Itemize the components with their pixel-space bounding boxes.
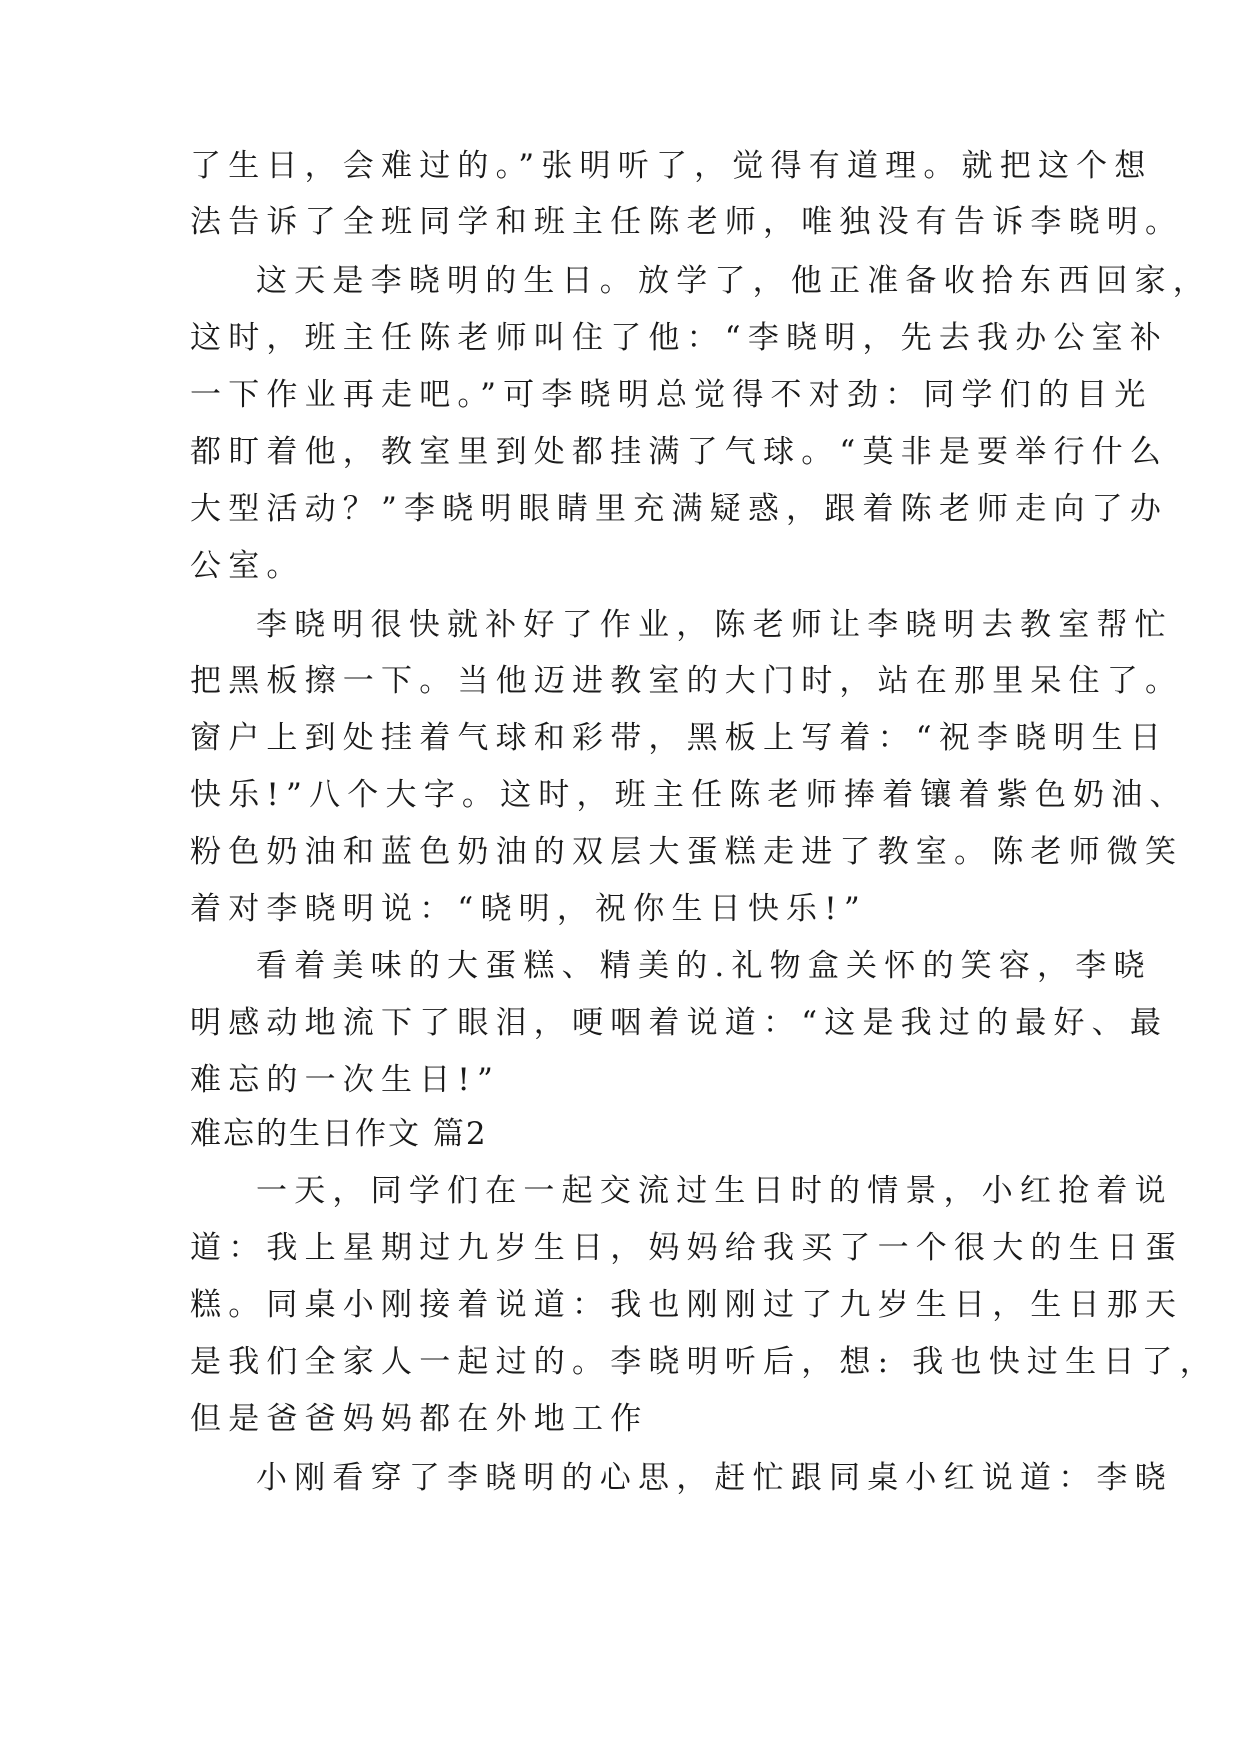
text-line: 大型活动？”李晓明眼睛里充满疑惑，跟着陈老师走向了办 [190, 491, 1169, 527]
paragraph-first-line: 一天，同学们在一起交流过生日时的情景，小红抢着说 [256, 1173, 1173, 1209]
text-line: 这时，班主任陈老师叫住了他：“李晓明，先去我办公室补 [190, 320, 1169, 356]
text-line: 把黑板擦一下。当他迈进教室的大门时，站在那里呆住了。 [190, 663, 1184, 699]
text-line: 了生日，会难过的。”张明听了，觉得有道理。就把这个想 [190, 148, 1153, 184]
text-line: 是我们全家人一起过的。李晓明听后，想: 我也快过生日了， [190, 1344, 1218, 1380]
text-line: 粉色奶油和蓝色奶油的双层大蛋糕走进了教室。陈老师微笑 [190, 834, 1184, 870]
text-line: 都盯着他，教室里到处都挂满了气球。“莫非是要举行什么 [190, 434, 1169, 470]
text-line: 着对李晓明说：“晓明，祝你生日快乐!” [190, 891, 867, 927]
text-line: 快乐!”八个大字。这时，班主任陈老师捧着镶着紫色奶油、 [190, 777, 1188, 813]
text-line: 一下作业再走吧。”可李晓明总觉得不对劲：同学们的目光 [190, 377, 1153, 413]
text-line: 法告诉了全班同学和班主任陈老师，唯独没有告诉李晓明。 [190, 204, 1184, 240]
paragraph-first-line: 小刚看穿了李晓明的心思，赶忙跟同桌小红说道：李晓 [256, 1460, 1173, 1496]
text-line: 但是爸爸妈妈都在外地工作 [190, 1401, 649, 1437]
text-line: 道：我上星期过九岁生日，妈妈给我买了一个很大的生日蛋 [190, 1230, 1184, 1266]
paragraph-first-line: 这天是李晓明的生日。放学了，他正准备收拾东西回家， [256, 263, 1211, 299]
section-heading: 难忘的生日作文 篇2 [190, 1116, 488, 1152]
paragraph-first-line: 看着美味的大蛋糕、精美的.礼物盒关怀的笑容，李晓 [256, 948, 1152, 984]
paragraph-first-line: 李晓明很快就补好了作业，陈老师让李晓明去教室帮忙 [256, 607, 1173, 643]
text-line: 明感动地流下了眼泪，哽咽着说道：“这是我过的最好、最 [190, 1005, 1169, 1041]
text-line: 公室。 [190, 548, 305, 584]
text-line: 窗户上到处挂着气球和彩带，黑板上写着：“祝李晓明生日 [190, 720, 1169, 756]
text-line: 糕。同桌小刚接着说道：我也刚刚过了九岁生日，生日那天 [190, 1287, 1184, 1323]
text-line: 难忘的一次生日!” [190, 1062, 501, 1098]
